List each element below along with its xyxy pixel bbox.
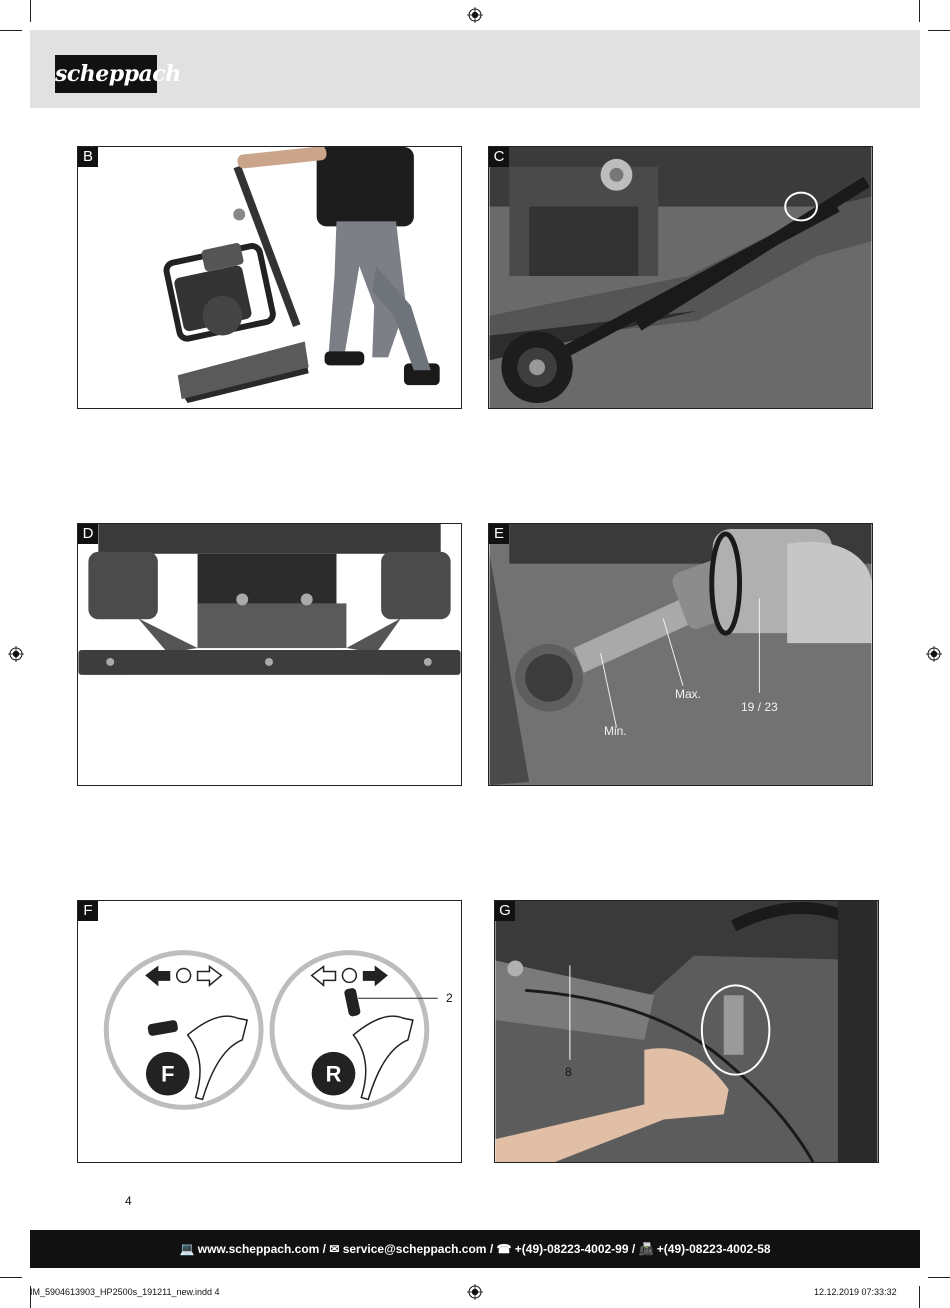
crop-mark [928, 30, 950, 31]
crop-mark [0, 1277, 22, 1278]
callout-lever: 2 [446, 991, 453, 1005]
plate-compactor-tilting-photo [78, 147, 461, 408]
registration-mark-icon [926, 646, 942, 662]
crop-mark [928, 1277, 950, 1278]
figure-g [494, 900, 879, 1163]
registration-mark-icon [467, 7, 483, 23]
print-slug-file: IM_5904613903_HP2500s_191211_new.indd 4 [30, 1287, 220, 1297]
figure-b [77, 146, 462, 409]
figure-c [488, 146, 873, 409]
figure-label: C [489, 147, 509, 167]
registration-mark-icon [467, 1284, 483, 1300]
figure-label: E [489, 524, 509, 544]
transport-wheel-photo [489, 147, 872, 408]
figure-label: F [78, 901, 98, 921]
page-number: 4 [125, 1194, 132, 1208]
figure-label: B [78, 147, 98, 167]
callout-cable: 8 [565, 1065, 572, 1079]
throttle-cable-photo [495, 901, 878, 1162]
callout-thread-size: 19 / 23 [741, 700, 778, 714]
base-plate-photo [78, 524, 461, 785]
crop-mark [0, 30, 22, 31]
figure-e [488, 523, 873, 786]
crop-mark [919, 0, 920, 22]
print-slug-datetime: 12.12.2019 07:33:32 [814, 1287, 897, 1297]
oil-dipstick-photo [489, 524, 872, 785]
brand-logo: scheppach [55, 55, 157, 93]
crop-mark [30, 0, 31, 22]
direction-lever-diagram [78, 901, 461, 1162]
figure-label: G [495, 901, 515, 921]
crop-mark [919, 1286, 920, 1308]
footer-contact-bar: 💻 www.scheppach.com / ✉ service@scheppach.com / ☎ +(49)-08223-4002-99 / 📠 +(49)-08223-4002-58 [30, 1230, 920, 1268]
svg-text:R: R [325, 1061, 342, 1087]
registration-mark-icon [8, 646, 24, 662]
callout-min: Min. [604, 724, 627, 738]
figure-f [77, 900, 462, 1163]
figure-d [77, 523, 462, 786]
figure-label: D [78, 524, 98, 544]
callout-max: Max. [675, 687, 702, 701]
svg-text:F: F [161, 1061, 175, 1087]
